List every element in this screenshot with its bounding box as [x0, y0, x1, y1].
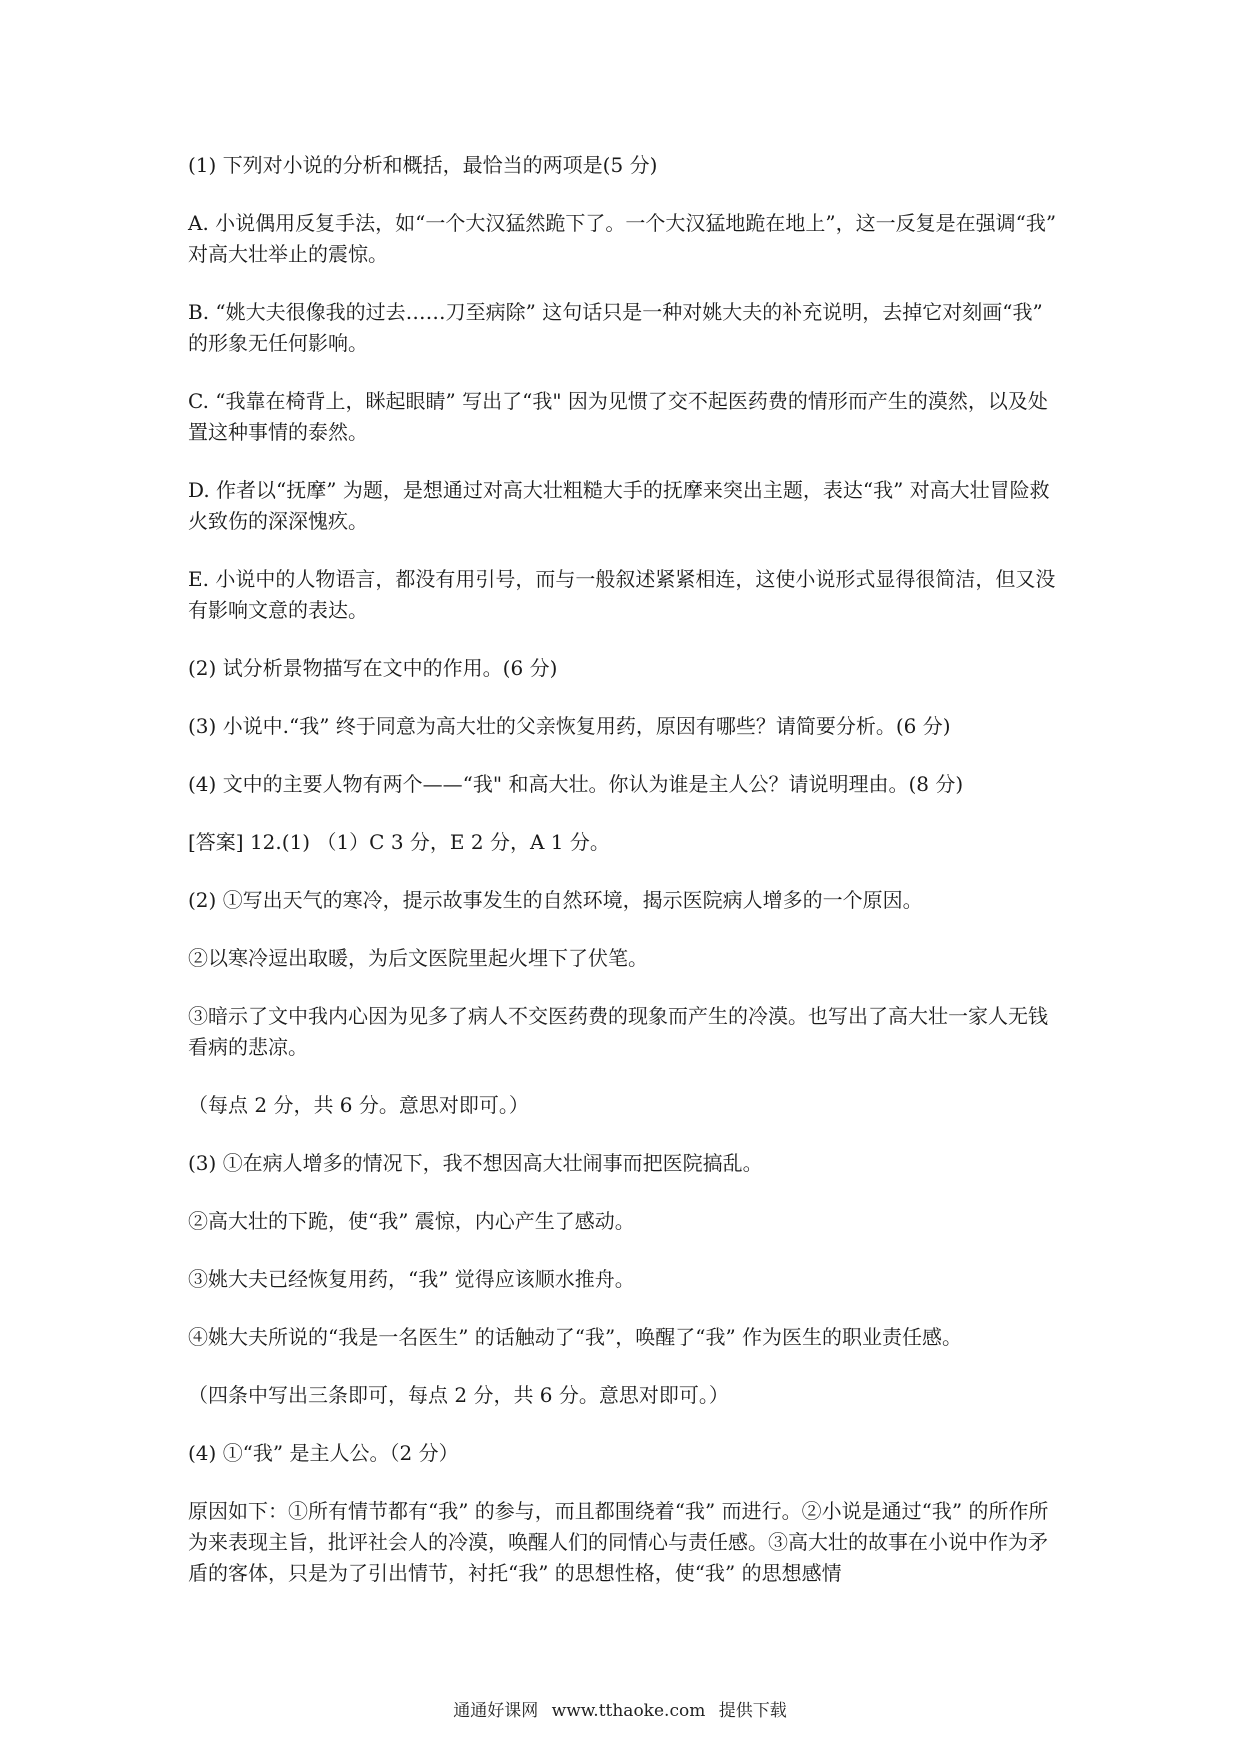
option-e: E. 小说中的人物语言，都没有用引号，而与一般叙述紧紧相连，这使小说形式显得很简洁，但又没有影响文意的表达。 [188, 567, 1056, 622]
option-a: A. 小说偶用反复手法，如“一个大汉猛然跪下了。一个大汉猛地跪在地上”，这一反复是在强调“我” 对高大壮举止的震惊。 [188, 211, 1057, 266]
answer-3-scoring-note: （四条中写出三条即可，每点 2 分，共 6 分。意思对即可。） [188, 1383, 729, 1407]
footer-site-name: 通通好课网 [453, 1701, 539, 1721]
question-4: (4) 文中的主要人物有两个——“我" 和高大壮。你认为谁是主人公？请说明理由。(8 分) [188, 772, 964, 796]
option-b: B. “姚大夫很像我的过去……刀至病除” 这句话只是一种对姚大夫的补充说明，去掉它对刻画“我” 的形象无任何影响。 [188, 300, 1043, 355]
document-page [188, 150, 1060, 1616]
option-d: D. 作者以“抚摩” 为题，是想通过对高大壮粗糙大手的抚摩来突出主题，表达“我” 对高大壮冒险救火致伤的深深愧疚。 [188, 478, 1050, 533]
footer-note: 提供下载 [718, 1701, 787, 1721]
question-2: (2) 试分析景物描写在文中的作用。(6 分) [188, 656, 558, 680]
answer-2-point-3: ③暗示了文中我内心因为见多了病人不交医药费的现象而产生的冷漠。也写出了高大壮一家人无钱看病的悲凉。 [188, 1004, 1048, 1059]
answer-4-point-1: (4) ①“我” 是主人公。（2 分） [188, 1441, 459, 1465]
answer-2-point-1: (2) ①写出天气的寒冷，提示故事发生的自然环境，揭示医院病人增多的一个原因。 [188, 888, 923, 912]
answer-1: [答案] 12.(1) （1）C 3 分，E 2 分，A 1 分。 [188, 830, 610, 854]
question-1-stem: (1) 下列对小说的分析和概括，最恰当的两项是(5 分) [188, 153, 658, 177]
answer-4-reasons: 原因如下：①所有情节都有“我” 的参与，而且都围绕着“我” 而进行。②小说是通过“我” 的所作所为来表现主旨，批评社会人的冷漠，唤醒人们的同情心与责任感。③高大壮的故事在小说中作为矛盾的客体，只是为了引出情节，衬托“我” 的思想性格，使“我” 的思想感情 [188, 1499, 1049, 1585]
answer-3-point-3: ③姚大夫已经恢复用药，“我” 觉得应该顺水推舟。 [188, 1267, 635, 1291]
question-3: (3) 小说中.“我” 终于同意为高大壮的父亲恢复用药，原因有哪些？请简要分析。(6 分) [188, 714, 951, 738]
answer-3-point-1: (3) ①在病人增多的情况下，我不想因高大壮闹事而把医院搞乱。 [188, 1151, 763, 1175]
answer-2-scoring-note: （每点 2 分，共 6 分。意思对即可。） [188, 1093, 529, 1117]
option-c: C. “我靠在椅背上，眯起眼睛” 写出了“我" 因为见惯了交不起医药费的情形而产生的漠然，以及处置这种事情的泰然。 [188, 389, 1048, 444]
answer-2-point-2: ②以寒冷逗出取暖，为后文医院里起火埋下了伏笔。 [188, 946, 648, 970]
page-footer [0, 1700, 1240, 1722]
answer-3-point-4: ④姚大夫所说的“我是一名医生” 的话触动了“我”，唤醒了“我” 作为医生的职业责任感。 [188, 1325, 963, 1349]
footer-url[interactable]: www.tthaoke.com [551, 1701, 706, 1721]
answer-3-point-2: ②高大壮的下跪，使“我” 震惊，内心产生了感动。 [188, 1209, 635, 1233]
